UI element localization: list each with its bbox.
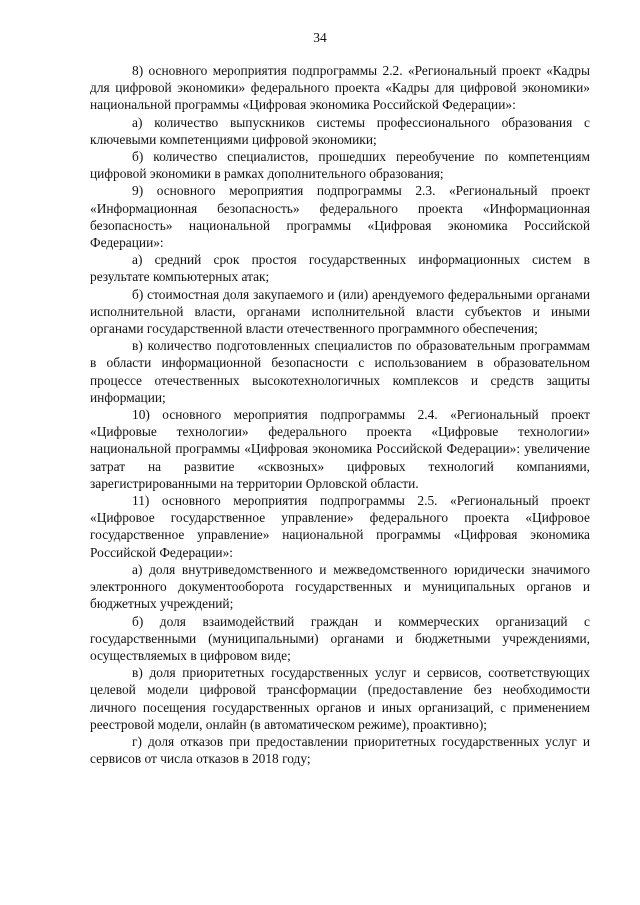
paragraph-9b: б) стоимостная доля закупаемого и (или) арендуемого федеральными органами исполнительной власти, органами исполнительной власти субъектов и иными органами государственной власти отечественного программного обеспечения; — [90, 286, 590, 337]
paragraph-9: 9) основного мероприятия подпрограммы 2.3. «Региональный проект «Информационная безопасность» федерального проекта «Информационная безопасность» национальной программы «Цифровая экономика Российской Федерации»: — [90, 183, 590, 251]
paragraph-9a: а) средний срок простоя государственных информационных систем в результате компьютерных атак; — [90, 252, 590, 285]
document-body — [90, 62, 590, 767]
page-number: 34 — [313, 30, 327, 45]
paragraph-11c: в) доля приоритетных государственных услуг и сервисов, соответствующих целевой модели цифровой трансформации (предоставление без необходимости личного посещения государственных органов и иных организаций, с применением реестровой модели, онлайн (в автоматическом режиме), проактивно); — [90, 665, 590, 732]
paragraph-11: 11) основного мероприятия подпрограммы 2.5. «Региональный проект «Цифровое государственное управление» федерального проекта «Цифровое государственное управление» национальной программы «Цифровая экономика Российской Федерации»: — [90, 493, 590, 560]
paragraph-8a: а) количество выпускников системы профессионального образования с ключевыми компетенциями цифровой экономики; — [90, 114, 590, 147]
paragraph-9c: в) количество подготовленных специалистов по образовательным программам в области информационной безопасности с использованием в образовательном процессе отечественных высокотехнологичных комплексов и средств защиты информации; — [90, 338, 590, 405]
paragraph-11d: г) доля отказов при предоставлении приоритетных государственных услуг и сервисов от числа отказов в 2018 году; — [90, 733, 590, 767]
paragraph-10: 10) основного мероприятия подпрограммы 2.4. «Региональный проект «Цифровые технологии» федерального проекта «Цифровые технологии» национальной программы «Цифровая экономика Российской Федерации»: увеличение затрат на развитие «сквозных» цифровых технологий компаниями, зарегистрированными на территории Орловской области. — [90, 407, 590, 491]
paragraph-8: 8) основного мероприятия подпрограммы 2.2. «Региональный проект «Кадры для цифровой экономики» федерального проекта «Кадры для цифровой экономики» национальной программы «Цифровая экономика Российской Федерации»: — [90, 63, 590, 113]
paragraph-8b: б) количество специалистов, прошедших переобучение по компетенциям цифровой экономики в рамках дополнительного образования; — [90, 149, 590, 182]
paragraph-11a: а) доля внутриведомственного и межведомственного юридически значимого электронного документооборота государственных и муниципальных органов и бюджетных учреждений; — [90, 561, 590, 612]
paragraph-11b: б) доля взаимодействий граждан и коммерческих организаций с государственными (муниципальными) органами и бюджетными учреждениями, осуществляемых в цифровом виде; — [90, 613, 590, 663]
